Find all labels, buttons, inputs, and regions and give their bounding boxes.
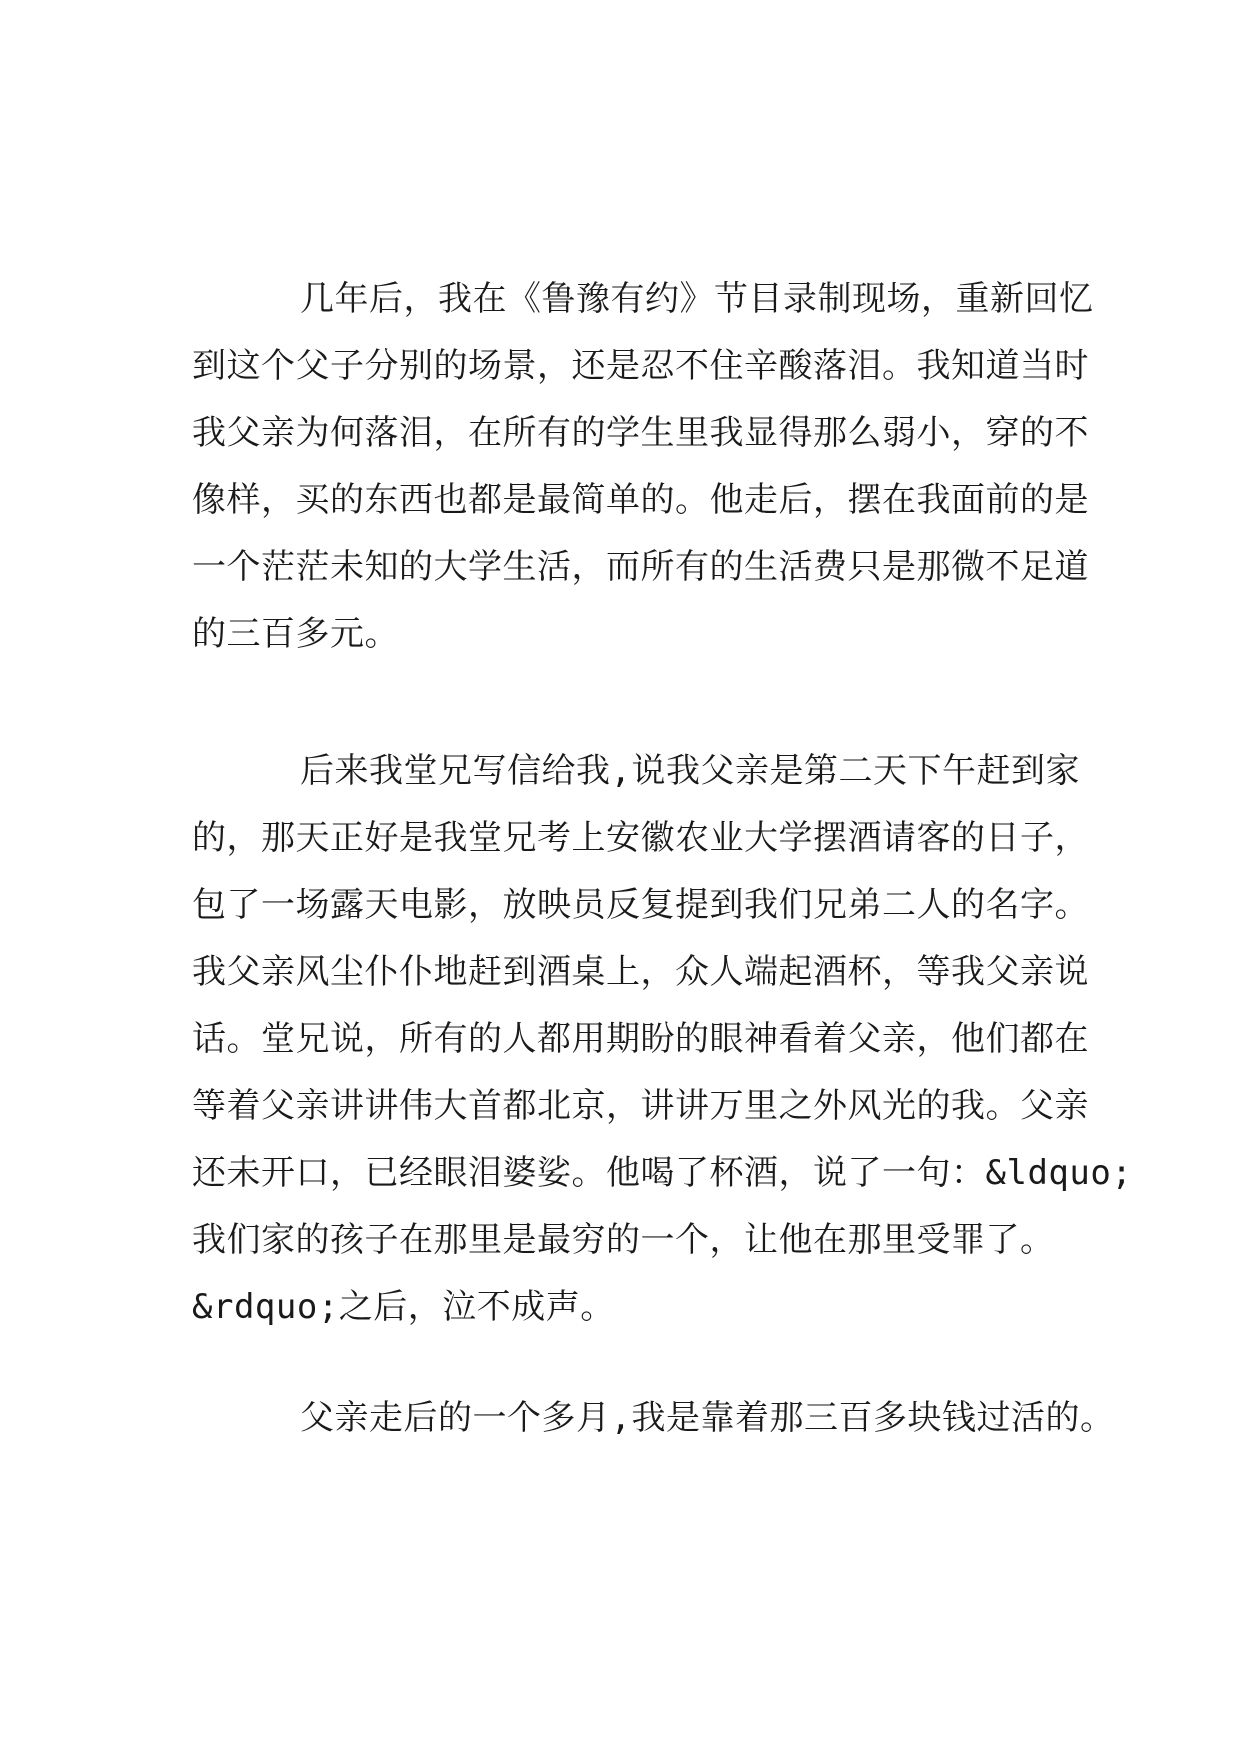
paragraph-line: 的，那天正好是我堂兄考上安徽农业大学摆酒请客的日子， xyxy=(192,818,1089,858)
paragraph-line: 后来我堂兄写信给我,说我父亲是第二天下午赶到家 xyxy=(300,751,1080,791)
paragraph-line: 话。堂兄说，所有的人都用期盼的眼神看着父亲，他们都在 xyxy=(192,1019,1089,1059)
paragraph-2 xyxy=(192,738,1133,1341)
paragraph-line: 的三百多元。 xyxy=(192,614,399,654)
paragraph-3 xyxy=(192,1385,1115,1452)
paragraph-line: 包了一场露天电影，放映员反复提到我们兄弟二人的名字。 xyxy=(192,885,1089,925)
paragraph-line: 一个茫茫未知的大学生活，而所有的生活费只是那微不足道 xyxy=(192,547,1089,587)
paragraph-1 xyxy=(192,266,1094,668)
paragraph-line: 我父亲风尘仆仆地赶到酒桌上，众人端起酒杯，等我父亲说 xyxy=(192,952,1089,992)
paragraph-line: 等着父亲讲讲伟大首都北京，讲讲万里之外风光的我。父亲 xyxy=(192,1086,1089,1126)
paragraph-line: 我们家的孩子在那里是最穷的一个，让他在那里受罪了。 xyxy=(192,1220,1055,1260)
paragraph-line: 父亲走后的一个多月,我是靠着那三百多块钱过活的。 xyxy=(300,1398,1115,1438)
paragraph-line: 到这个父子分别的场景，还是忍不住辛酸落泪。我知道当时 xyxy=(192,346,1089,386)
paragraph-line: 还未开口，已经眼泪婆娑。他喝了杯酒，说了一句：&ldquo; xyxy=(192,1153,1133,1193)
paragraph-line: 几年后，我在《鲁豫有约》节目录制现场，重新回忆 xyxy=(300,279,1094,319)
paragraph-line: &rdquo;之后，泣不成声。 xyxy=(192,1287,615,1327)
paragraph-line: 像样，买的东西也都是最简单的。他走后，摆在我面前的是 xyxy=(192,480,1089,520)
paragraph-line: 我父亲为何落泪，在所有的学生里我显得那么弱小，穿的不 xyxy=(192,413,1089,453)
